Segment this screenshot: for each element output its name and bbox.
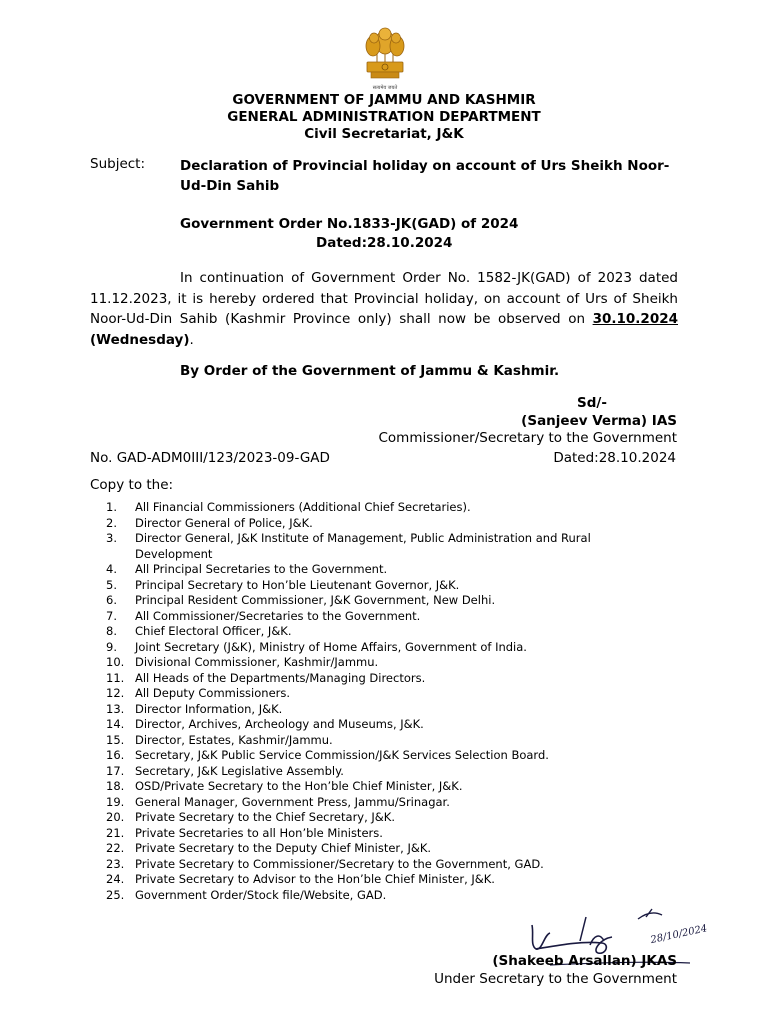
emblem-motto: सत्यमेव जयते	[372, 85, 398, 91]
copy-list-number: 18.	[106, 779, 125, 793]
copy-list-text: Private Secretary to Commissioner/Secretary to the Government, GAD.	[135, 856, 544, 871]
copy-list-item	[90, 531, 650, 562]
header-department: GENERAL ADMINISTRATION DEPARTMENT	[227, 109, 541, 125]
copy-list-number: 11.	[106, 670, 125, 685]
copy-list-number: 24.	[106, 872, 125, 886]
order-date: Dated:28.10.2024	[316, 235, 453, 251]
order-body	[90, 268, 678, 350]
copy-list-number: 15.	[106, 732, 125, 747]
subject-label: Subject:	[90, 156, 146, 172]
copy-list-item	[90, 578, 650, 594]
copy-list-item	[90, 810, 650, 826]
copy-list-text: General Manager, Government Press, Jammu/Srinagar.	[135, 794, 450, 809]
copy-list-item	[90, 748, 650, 764]
copy-list-number: 17.	[106, 763, 125, 778]
copy-list-number: 5.	[106, 577, 117, 592]
copy-list-text: Private Secretary to the Chief Secretary, J&K.	[135, 810, 395, 824]
copy-list-number: 20.	[106, 810, 125, 824]
copy-list-number: 7.	[106, 608, 117, 623]
copy-list-item	[90, 686, 650, 702]
copy-list-item	[90, 655, 650, 671]
copy-list-text: Secretary, J&K Public Service Commission/J&K Services Selection Board.	[135, 748, 549, 762]
copy-list-text: Joint Secretary (J&K), Ministry of Home Affairs, Government of India.	[135, 639, 527, 654]
signed-mark: Sd/-	[577, 395, 607, 411]
reference-number: No. GAD-ADM0III/123/2023-09-GAD	[90, 450, 330, 466]
copy-list-number: 3.	[106, 531, 117, 545]
copy-list-item	[90, 562, 650, 578]
copy-list-text: Director, Archives, Archeology and Museums, J&K.	[135, 717, 424, 731]
copy-list-item	[90, 717, 650, 733]
copy-list-text: All Heads of the Departments/Managing Directors.	[135, 670, 426, 685]
under-secretary-name: (Shakeeb Arsallan) JKAS	[492, 953, 677, 969]
signatory-designation: Commissioner/Secretary to the Government	[378, 430, 677, 446]
copy-list-number: 13.	[106, 701, 125, 716]
national-emblem-icon	[359, 26, 411, 92]
body-text: In continuation of Government Order No. 1582-JK(GAD) of 2023 dated 11.12.2023, it is hereby ordered that Provincial holiday, on account of Urs of Sheikh Noor-Ud-Din Sahib (Kashmir Province only) shall now be observed on	[90, 270, 678, 327]
copy-list-item	[90, 640, 650, 656]
copy-list-number: 14.	[106, 717, 125, 731]
body-end: .	[189, 331, 194, 348]
copy-list-number: 9.	[106, 639, 117, 654]
copy-list-number: 10.	[106, 655, 125, 669]
copy-list-number: 8.	[106, 624, 117, 638]
copy-list-text: All Principal Secretaries to the Government.	[135, 562, 388, 576]
copy-list-number: 2.	[106, 515, 117, 530]
copy-list-text: OSD/Private Secretary to the Hon’ble Chief Minister, J&K.	[135, 779, 463, 793]
copy-list-item	[90, 826, 650, 842]
copy-list-number: 19.	[106, 794, 125, 809]
copy-list-number: 12.	[106, 686, 125, 700]
copy-list-item	[90, 841, 650, 857]
copy-list-number: 6.	[106, 593, 117, 607]
order-number: Government Order No.1833-JK(GAD) of 2024	[180, 216, 519, 232]
copy-list-number: 4.	[106, 562, 117, 576]
handwritten-date: 28/10/2024	[649, 923, 709, 947]
signatory-name: (Sanjeev Verma) IAS	[521, 413, 677, 429]
copy-list-text: Private Secretary to the Deputy Chief Minister, J&K.	[135, 841, 432, 855]
copy-list-item	[90, 733, 650, 749]
copy-list-text: All Commissioner/Secretaries to the Government.	[135, 608, 421, 623]
copy-list-number: 25.	[106, 887, 125, 902]
copy-list-number: 22.	[106, 841, 125, 855]
copy-list-text: Director General of Police, J&K.	[135, 515, 313, 530]
copy-list-text: Chief Electoral Officer, J&K.	[135, 624, 292, 638]
copy-list-text: Private Secretary to Advisor to the Hon’ble Chief Minister, J&K.	[135, 872, 495, 886]
copy-list-text: Director General, J&K Institute of Management, Public Administration and Rural Development	[135, 531, 591, 561]
reference-date: Dated:28.10.2024	[553, 450, 676, 466]
copy-list-text: Divisional Commissioner, Kashmir/Jammu.	[135, 655, 379, 669]
copy-to-label: Copy to the:	[90, 477, 174, 493]
copy-list-number: 21.	[106, 825, 125, 840]
subject-text: Declaration of Provincial holiday on account of Urs Sheikh Noor-Ud-Din Sahib	[180, 158, 670, 194]
copy-list-item	[90, 671, 650, 687]
copy-list-item	[90, 702, 650, 718]
copy-list-text: Principal Resident Commissioner, J&K Government, New Delhi.	[135, 593, 496, 607]
copy-list-text: Private Secretaries to all Hon’ble Ministers.	[135, 825, 383, 840]
copy-list-text: Principal Secretary to Hon’ble Lieutenant Governor, J&K.	[135, 577, 460, 592]
under-secretary-designation: Under Secretary to the Government	[434, 971, 677, 987]
copy-list-text: All Deputy Commissioners.	[135, 686, 291, 700]
copy-list-item	[90, 624, 650, 640]
copy-list-item	[90, 609, 650, 625]
copy-list-text: Government Order/Stock file/Website, GAD.	[135, 887, 387, 902]
copy-list-number: 16.	[106, 748, 125, 762]
by-order-line: By Order of the Government of Jammu & Kashmir.	[180, 363, 560, 379]
copy-list-item	[90, 872, 650, 888]
copy-list-item	[90, 795, 650, 811]
holiday-date: 30.10.2024	[592, 311, 678, 327]
copy-list-item	[90, 593, 650, 609]
copy-list-item	[90, 764, 650, 780]
header-secretariat: Civil Secretariat, J&K	[304, 126, 464, 142]
header-government: GOVERNMENT OF JAMMU AND KASHMIR	[232, 92, 536, 108]
copy-list-number: 1.	[106, 500, 117, 514]
copy-list-item	[90, 888, 650, 904]
copy-list-text: Director, Estates, Kashmir/Jammu.	[135, 732, 333, 747]
copy-list-number: 23.	[106, 856, 125, 871]
copy-list-item	[90, 516, 650, 532]
copy-list-item	[90, 500, 650, 516]
holiday-day: (Wednesday)	[90, 331, 190, 348]
copy-list	[90, 500, 650, 903]
copy-list-text: Secretary, J&K Legislative Assembly.	[135, 763, 344, 778]
copy-list-item	[90, 779, 650, 795]
copy-list-text: Director Information, J&K.	[135, 701, 283, 716]
copy-list-text: All Financial Commissioners (Additional Chief Secretaries).	[135, 500, 471, 514]
copy-list-item	[90, 857, 650, 873]
